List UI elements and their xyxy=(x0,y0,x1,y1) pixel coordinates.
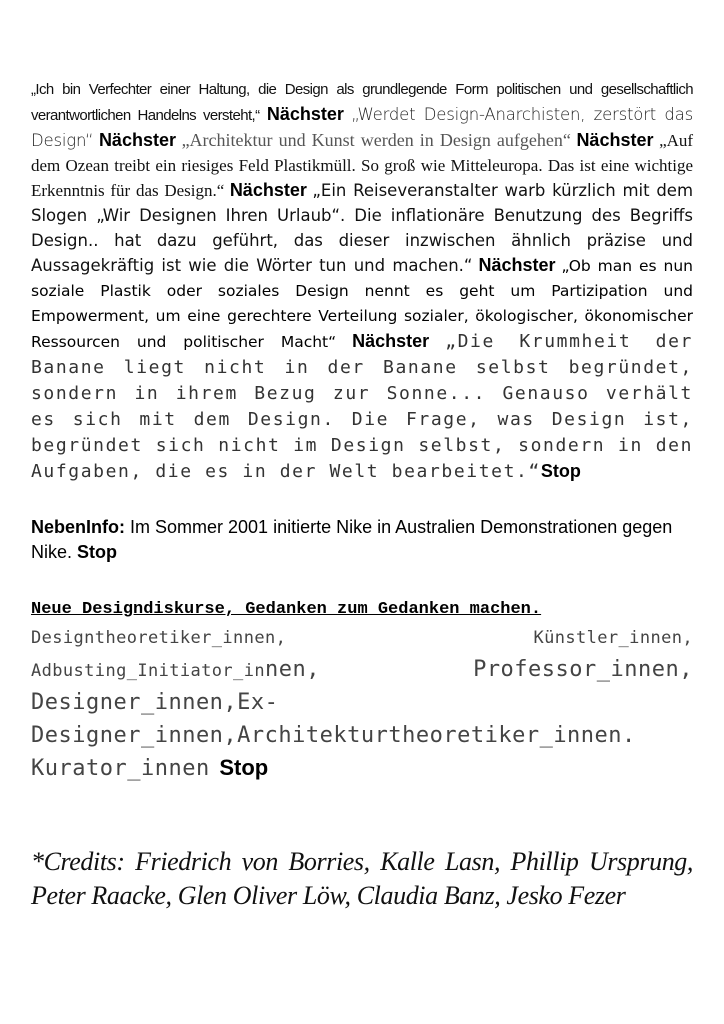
quotes-paragraph xyxy=(31,78,693,485)
side-info xyxy=(31,515,693,565)
discourse-list-part-2: nen, Professor_innen, Designer_innen,Ex-Designer_innen,Architekturtheoretiker_innen. Kurator_innen xyxy=(31,657,693,781)
discourse-section xyxy=(31,599,693,785)
discourse-list xyxy=(31,623,693,785)
credits: *Credits: Friedrich von Borries, Kalle Lasn, Phillip Ursprung, Peter Raacke, Glen Oliver Löw, Claudia Banz, Jesko Fezer xyxy=(31,847,693,910)
side-info-label: NebenInfo: xyxy=(31,517,125,537)
stop-marker: Stop xyxy=(540,461,581,481)
stop-marker: Stop xyxy=(219,755,269,780)
next-marker: Nächster xyxy=(98,130,176,150)
quote-3: „Architektur und Kunst werden in Design aufgehen“ xyxy=(181,130,571,150)
quote-4: „Auf dem Ozean treibt ein riesiges Feld Plastikmüll. So groß wie Mitteleuropa. Das ist eine wichtige Erkenntnis für das Design.“ xyxy=(31,131,694,200)
quote-5: „Ein Reiseveranstalter warb kürzlich mit dem Slogen „Wir Designen Ihren Urlaub“. Die inflationäre Benutzung des Begriffs Design.. hat dazu geführt, das dieser inzwischen ähnlich präzise und Aussagekräftig ist wie die Wörter tun und machen.“ xyxy=(31,181,694,275)
quote-6: „Ob man es nun soziale Plastik oder soziales Design nennt es geht um Partizipation und Empowerment, um eine gerechtere Verteilung sozialer, ökologischer, ökonomischer Ressourcen und politischer Macht“ xyxy=(31,257,694,351)
next-marker: Nächster xyxy=(352,331,430,351)
discourse-heading: Neue Designdiskurse, Gedanken zum Gedanken machen. xyxy=(31,600,542,619)
side-info-text: Im Sommer 2001 initierte Nike in Australien Demonstrationen gegen Nike. xyxy=(31,517,673,562)
discourse-list-part-1: Designtheoretiker_innen, Künstler_innen, Adbusting_Initiator_in xyxy=(31,628,693,681)
stop-marker: Stop xyxy=(77,542,118,562)
next-marker: Nächster xyxy=(229,180,307,200)
next-marker: Nächster xyxy=(478,255,556,275)
quote-7: „Die Krummheit der Banane liegt nicht in der Banane selbst begründet, sondern in ihrem Bezug zur Sonne... Genauso verhält es sich mit dem Design. Die Frage, was Design ist, begründet sich nicht im Design selbst, sondern in den Aufgaben, die es in der Welt bearbeitet.“ xyxy=(31,331,693,482)
next-marker: Nächster xyxy=(266,104,344,124)
next-marker: Nächster xyxy=(576,130,654,150)
page-content xyxy=(31,78,693,939)
quote-1: „Ich bin Verfechter einer Haltung, die Design als grundlegende Form politischen und gesellschaftlich verantwortlichen Handelns versteht,“ xyxy=(31,81,693,124)
quote-2: „Werdet Design-Anarchisten, zerstört das Design“ xyxy=(31,105,693,150)
